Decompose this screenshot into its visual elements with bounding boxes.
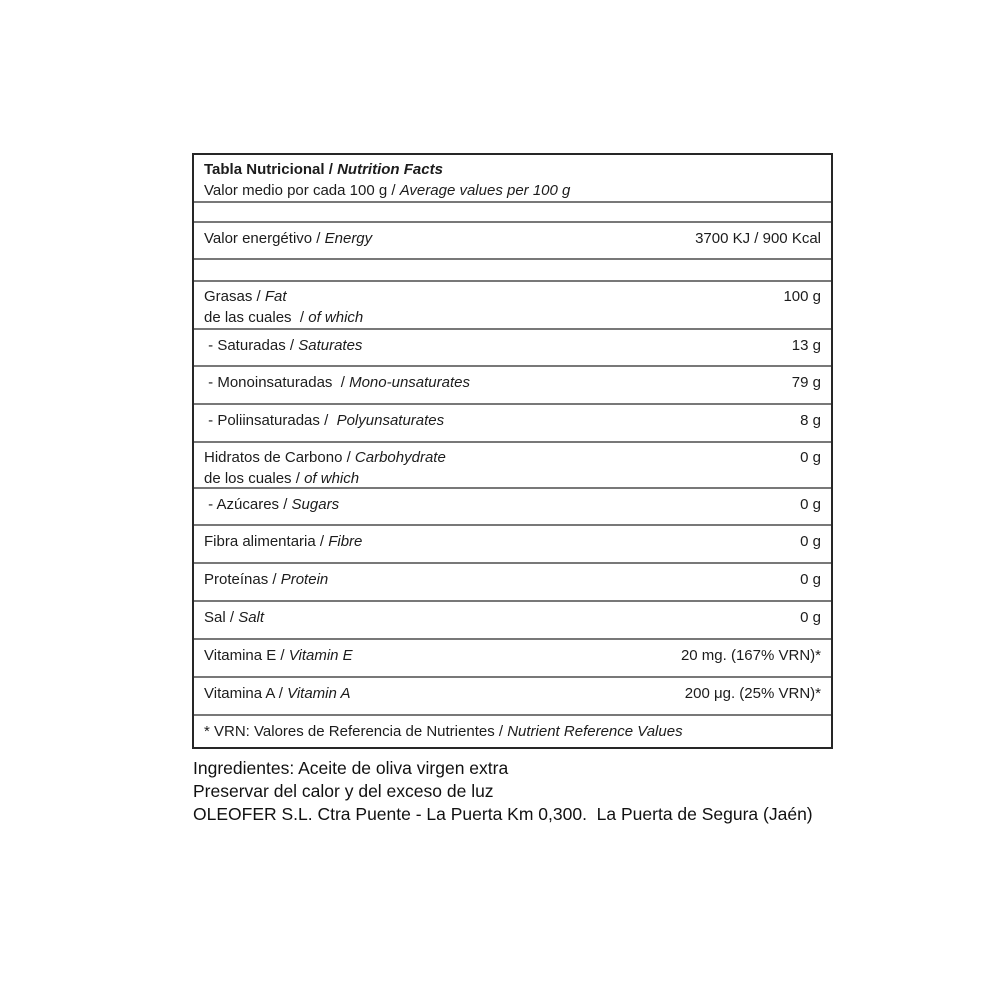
label-en: Salt xyxy=(238,609,265,626)
label-es: Sal / xyxy=(204,609,239,626)
label-en: Fibre xyxy=(328,533,363,550)
label-en-sub: of which xyxy=(304,470,360,487)
label-es: Grasas / xyxy=(204,288,265,305)
label-es-sub: de las cuales / xyxy=(204,309,309,326)
label-en: Saturates xyxy=(298,337,363,354)
table-row-saturates xyxy=(194,330,831,367)
label-en: Fat xyxy=(264,288,287,305)
footnote-label xyxy=(204,721,821,742)
label-es: Vitamina A / xyxy=(204,685,288,702)
table-row-fat xyxy=(194,282,831,330)
nutrient-label xyxy=(204,494,800,515)
table-row-vitamin-a xyxy=(194,678,831,716)
label-en: Vitamin A xyxy=(287,685,351,702)
table-row-carbohydrate xyxy=(194,443,831,489)
table-row-salt xyxy=(194,602,831,640)
table-row-monounsaturates xyxy=(194,367,831,405)
table-footnote xyxy=(194,716,831,747)
nutrient-label xyxy=(204,607,800,628)
table-row-polyunsaturates xyxy=(194,405,831,443)
nutrient-label xyxy=(204,228,695,249)
table-title xyxy=(204,159,821,180)
producer-line: OLEOFER S.L. Ctra Puente - La Puerta Km 0,300. La Puerta de Segura (Jaén) xyxy=(193,804,813,824)
product-info xyxy=(193,757,893,826)
label-es: - Azúcares / xyxy=(204,496,292,513)
label-en: Carbohydrate xyxy=(354,449,446,466)
table-row-vitamin-e xyxy=(194,640,831,678)
spacer-row xyxy=(194,260,831,282)
label-es: Vitamina E / xyxy=(204,647,289,664)
nutrient-label xyxy=(204,410,800,431)
nutrient-label xyxy=(204,645,681,666)
nutrient-label xyxy=(204,447,800,489)
nutrient-value: 79 g xyxy=(791,374,821,391)
nutrient-value: 0 g xyxy=(800,609,821,626)
footnote-es: * VRN: Valores de Referencia de Nutrientes / xyxy=(204,723,508,740)
table-header xyxy=(194,155,831,203)
spacer-row xyxy=(194,203,831,223)
label-es: - Saturadas / xyxy=(204,337,299,354)
nutrient-label xyxy=(204,569,800,590)
table-row-energy xyxy=(194,223,831,260)
nutrient-value: 0 g xyxy=(800,533,821,550)
table-row-sugars xyxy=(194,489,831,526)
nutrient-value: 13 g xyxy=(791,337,821,354)
storage-line: Preservar del calor y del exceso de luz xyxy=(193,781,494,801)
footnote-en: Nutrient Reference Values xyxy=(507,723,683,740)
nutrient-value: 20 mg. (167% VRN)* xyxy=(680,647,821,664)
nutrient-value: 0 g xyxy=(800,449,821,466)
nutrient-value: 0 g xyxy=(800,496,821,513)
label-en: Vitamin E xyxy=(288,647,353,664)
nutrient-value: 0 g xyxy=(800,571,821,588)
label-es: Hidratos de Carbono / xyxy=(204,449,355,466)
label-en: Protein xyxy=(280,571,329,588)
label-es: Valor energétivo / xyxy=(204,230,325,247)
table-subtitle xyxy=(204,180,821,201)
table-subtitle-en: Average values per 100 g xyxy=(399,182,571,199)
table-row-fibre xyxy=(194,526,831,564)
ingredients-line: Ingredientes: Aceite de oliva virgen extra xyxy=(193,758,509,778)
label-es: Fibra alimentaria / xyxy=(204,533,329,550)
label-en: Polyunsaturates xyxy=(336,412,445,429)
table-subtitle-es: Valor medio por cada 100 g / xyxy=(204,182,400,199)
nutrient-value: 100 g xyxy=(783,288,821,305)
label-en: Sugars xyxy=(291,496,340,513)
label-es: - Poliinsaturadas / xyxy=(204,412,337,429)
label-en-sub: of which xyxy=(308,309,364,326)
nutrient-label xyxy=(204,372,792,393)
table-row-protein xyxy=(194,564,831,602)
nutrient-label xyxy=(204,683,685,704)
nutrition-table xyxy=(192,153,833,749)
nutrient-label xyxy=(204,335,792,356)
table-title-block xyxy=(204,159,821,201)
label-es: - Monoinsaturadas / xyxy=(204,374,350,391)
nutrient-label xyxy=(204,286,783,328)
table-title-en: Nutrition Facts xyxy=(337,161,443,178)
label-en: Mono-unsaturates xyxy=(349,374,470,391)
label-es-sub: de los cuales / xyxy=(204,470,305,487)
table-title-es: Tabla Nutricional / xyxy=(204,161,338,178)
nutrient-value: 200 μg. (25% VRN)* xyxy=(684,685,821,702)
nutrient-value: 3700 KJ / 900 Kcal xyxy=(695,230,821,247)
label-en: Energy xyxy=(324,230,373,247)
label-es: Proteínas / xyxy=(204,571,281,588)
nutrient-value: 8 g xyxy=(800,412,821,429)
nutrient-label xyxy=(204,531,800,552)
